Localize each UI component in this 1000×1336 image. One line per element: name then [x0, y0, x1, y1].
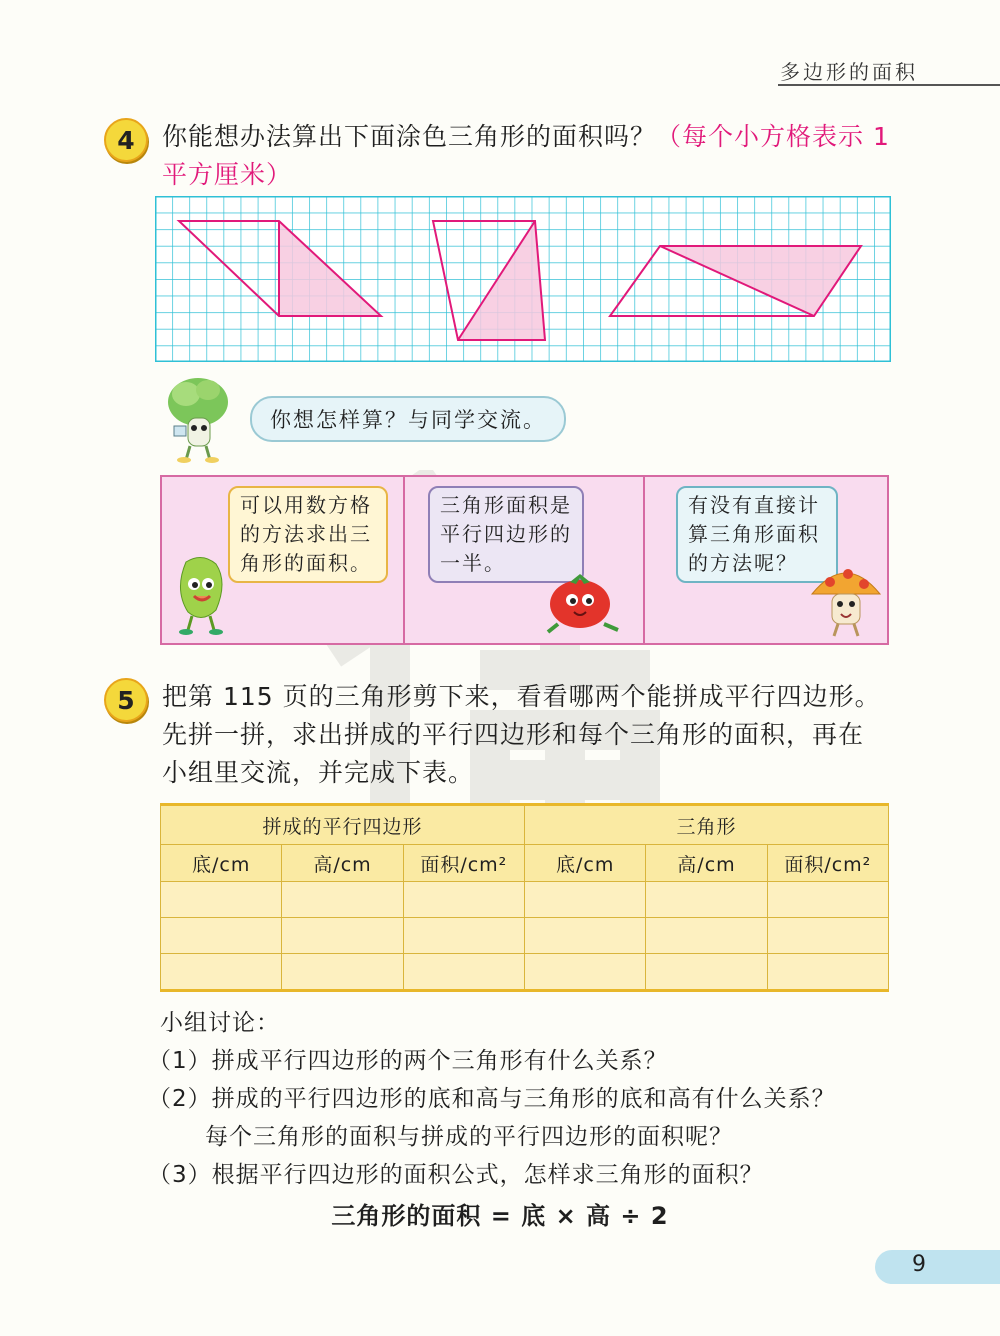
page-number: 9 — [912, 1252, 926, 1277]
speech-middle-line: 一半。 — [440, 551, 506, 575]
page-number-tab — [875, 1250, 1000, 1284]
column-header-area: 面积/cm² — [767, 845, 888, 882]
speech-right-line: 算三角形面积 — [688, 522, 820, 546]
discussion-question-2: （2）拼成的平行四边形的底和高与三角形的底和高有什么关系？ — [148, 1086, 836, 1112]
table-group-parallelogram: 拼成的平行四边形 — [161, 805, 525, 845]
pepper-character-icon — [166, 552, 238, 636]
problem-4-text — [162, 118, 892, 194]
table-row — [161, 954, 889, 991]
tomato-character-icon — [538, 568, 630, 638]
problem-4-note-line2: 平方厘米） — [162, 160, 293, 189]
cabbage-character-icon — [160, 372, 240, 464]
table-row — [161, 918, 889, 954]
table-cell[interactable] — [403, 954, 524, 991]
speech-left-line: 的方法求出三 — [240, 522, 372, 546]
problem-4-note-line1: （每个小方格表示 1 — [656, 122, 890, 151]
table-cell[interactable] — [646, 882, 767, 918]
speech-right-line: 的方法呢？ — [688, 551, 798, 575]
speech-left-line: 可以用数方格 — [240, 493, 372, 517]
table-cell[interactable] — [767, 954, 888, 991]
table-cell[interactable] — [767, 882, 888, 918]
speech-right-line: 有没有直接计 — [688, 493, 820, 517]
table-cell[interactable] — [161, 918, 282, 954]
table-cell[interactable] — [282, 882, 403, 918]
speech-left-line: 角形的面积。 — [240, 551, 372, 575]
problem-4-badge: 4 — [104, 118, 148, 162]
discussion-question-2-cont: 每个三角形的面积与拼成的平行四边形的面积呢？ — [205, 1124, 733, 1150]
header-rule — [778, 84, 1000, 86]
problem-5-line: 先拼一拼，求出拼成的平行四边形和每个三角形的面积，再在 — [162, 720, 865, 749]
problem-5-text — [162, 678, 902, 792]
problem-5-line: 小组里交流，并完成下表。 — [162, 758, 475, 787]
table-cell[interactable] — [524, 954, 645, 991]
table-cell[interactable] — [282, 954, 403, 991]
problem-5-line: 把第 115 页的三角形剪下来，看看哪两个能拼成平行四边形。 — [162, 682, 881, 711]
table-group-triangle: 三角形 — [524, 805, 888, 845]
table-cell[interactable] — [646, 954, 767, 991]
column-header-height: 高/cm — [282, 845, 403, 882]
triangle-area-formula: 三角形的面积 = 底 × 高 ÷ 2 — [331, 1202, 669, 1230]
speech-bubble-left — [228, 486, 388, 583]
table-cell[interactable] — [646, 918, 767, 954]
panel-divider — [403, 475, 405, 645]
problem-5-badge: 5 — [104, 678, 148, 722]
table-cell[interactable] — [524, 918, 645, 954]
column-header-area: 面积/cm² — [403, 845, 524, 882]
table-cell[interactable] — [403, 918, 524, 954]
speech-middle-line: 三角形面积是 — [440, 493, 572, 517]
column-header-height: 高/cm — [646, 845, 767, 882]
discussion-prompt-bubble: 你想怎样算？与同学交流。 — [250, 396, 566, 442]
discussion-question-1: （1）拼成平行四边形的两个三角形有什么关系？ — [148, 1048, 668, 1074]
grid-figure — [155, 196, 891, 362]
chapter-title: 多边形的面积 — [780, 60, 918, 84]
table-row — [161, 882, 889, 918]
table-cell[interactable] — [403, 882, 524, 918]
answer-table — [160, 803, 889, 992]
table-cell[interactable] — [524, 882, 645, 918]
speech-middle-line: 平行四边形的 — [440, 522, 572, 546]
table-cell[interactable] — [161, 954, 282, 991]
table-cell[interactable] — [767, 918, 888, 954]
discussion-title: 小组讨论： — [160, 1010, 280, 1036]
table-cell[interactable] — [282, 918, 403, 954]
panel-divider — [643, 475, 645, 645]
column-header-base: 底/cm — [524, 845, 645, 882]
mushroom-character-icon — [808, 560, 884, 640]
table-cell[interactable] — [161, 882, 282, 918]
column-header-base: 底/cm — [161, 845, 282, 882]
problem-4-question: 你能想办法算出下面涂色三角形的面积吗？ — [162, 122, 657, 151]
discussion-question-3: （3）根据平行四边形的面积公式，怎样求三角形的面积？ — [148, 1162, 764, 1188]
